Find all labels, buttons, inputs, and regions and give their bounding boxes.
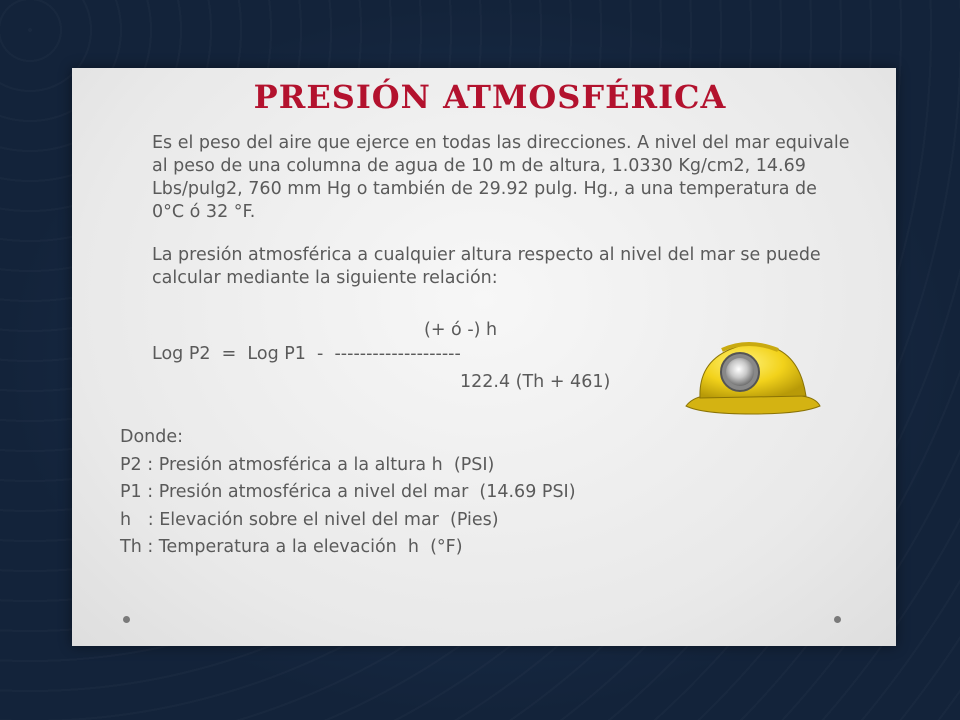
variable-definitions — [120, 424, 576, 562]
slide-bullet-left — [123, 616, 130, 623]
slide-title: PRESIÓN ATMOSFÉRICA — [253, 78, 727, 116]
definition-p1: P1 : Presión atmosférica a nivel del mar (14.69 PSI) — [120, 482, 576, 502]
formula-numerator: (+ ó -) h — [424, 320, 498, 340]
slide-bullet-right — [834, 616, 841, 623]
formula-main-line: Log P2 = Log P1 - -------------------- — [152, 344, 461, 364]
definition-paragraph: Es el peso del aire que ejerce en todas las direcciones. A nivel del mar equivale al peso de una columna de agua de 10 m de altura, 1.0330 Kg/cm2, 14.69 Lbs/pulg2, 760 mm Hg o también de 29.92 pulg. Hg., a una temperatura de 0°C ó 32 °F. — [152, 133, 850, 222]
formula-denominator: 122.4 (Th + 461) — [460, 372, 611, 392]
definition-p2: P2 : Presión atmosférica a la altura h (PSI) — [120, 454, 495, 475]
definition-th: Th : Temperatura a la elevación h (°F) — [120, 537, 463, 557]
formula-intro-paragraph: La presión atmosférica a cualquier altura respecto al nivel del mar se puede calcular mediante la siguiente relación: — [152, 245, 821, 288]
definition-h: h : Elevación sobre el nivel del mar (Pies) — [120, 509, 499, 530]
mining-helmet-icon — [682, 336, 824, 416]
definitions-heading: Donde: — [120, 427, 184, 447]
slide-card — [72, 68, 896, 646]
